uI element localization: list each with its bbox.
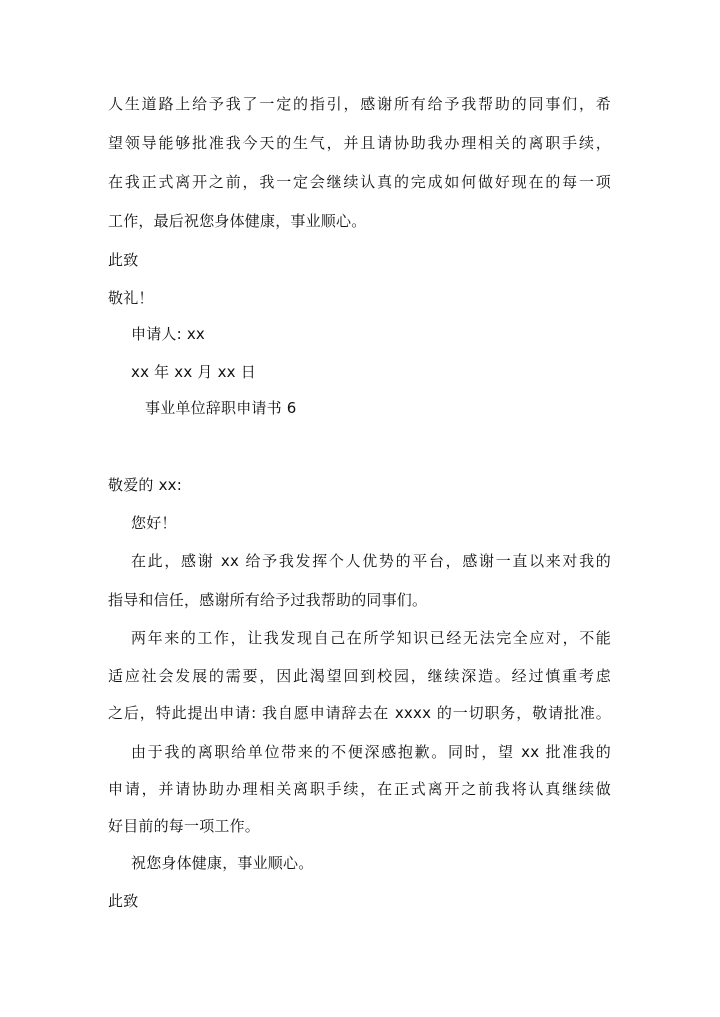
applicant-signature: 申请人: xx (131, 325, 205, 343)
paragraph-line: 望领导能够批准我今天的生气，并且请协助我办理相关的离职手续， (108, 134, 611, 152)
paragraph-line: 人生道路上给予我了一定的指引，感谢所有给予我帮助的同事们，希 (108, 95, 611, 113)
paragraph-line: 好目前的每一项工作。 (108, 817, 261, 835)
paragraph-line: 工作，最后祝您身体健康，事业顺心。 (108, 212, 367, 230)
section-title: 事业单位辞职申请书 6 (145, 399, 297, 417)
paragraph-line: 申请，并请协助办理相关离职手续，在正式离开之前我将认真继续做 (108, 780, 611, 798)
closing-wish: 祝您身体健康，事业顺心。 (131, 854, 314, 872)
signature-date: xx 年 xx 月 xx 日 (131, 363, 256, 381)
paragraph-line: 之后，特此提出申请: 我自愿申请辞去在 xxxx 的一切职务，敬请批准。 (108, 704, 611, 722)
closing-salutation: 此致 (108, 892, 139, 910)
paragraph-line: 指导和信任，感谢所有给予过我帮助的同事们。 (108, 591, 428, 609)
closing-salutation: 此致 (108, 251, 139, 269)
paragraph-line: 在我正式离开之前，我一定会继续认真的完成如何做好现在的每一项 (108, 173, 611, 191)
paragraph-line: 在此，感谢 xx 给予我发挥个人优势的平台，感谢一直以来对我的 (131, 552, 611, 570)
paragraph-line: 由于我的离职给单位带来的不便深感抱歉。同时，望 xx 批准我的 (131, 743, 611, 761)
paragraph-line: 适应社会发展的需要，因此渴望回到校园，继续深造。经过慎重考虑 (108, 667, 611, 685)
greeting: 敬爱的 xx: (108, 476, 182, 494)
closing-regards: 敬礼！ (108, 289, 154, 307)
greeting-hello: 您好！ (131, 514, 177, 532)
paragraph-line: 两年来的工作，让我发现自己在所学知识已经无法完全应对，不能 (131, 629, 611, 647)
